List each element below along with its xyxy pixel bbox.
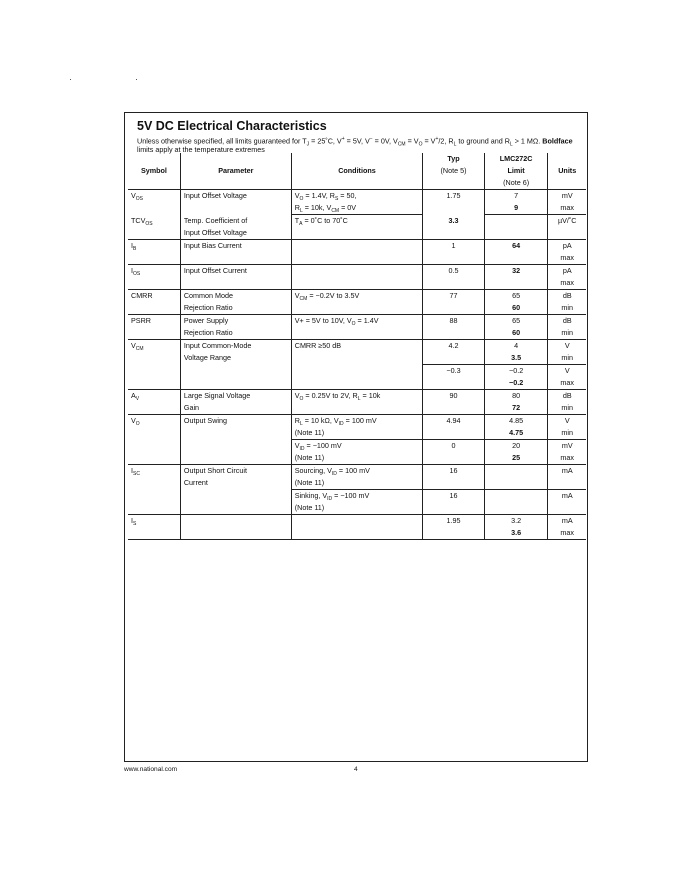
section-title: 5V DC Electrical Characteristics <box>137 119 327 133</box>
table-row: Voltage Range 3.5 min <box>128 352 586 365</box>
table-row: Rejection Ratio 60 min <box>128 327 586 340</box>
table-row: −0.3 −0.2 V <box>128 364 586 377</box>
table-row: Sinking, $V_{ID} = -100$ mV 16 mA <box>128 489 586 502</box>
table-row: $A_V$ Large Signal Voltage $V_O = 0.25V$ to 2V, $R_L = 10k$ 90 80 dB <box>128 389 586 402</box>
header-units: Units <box>558 166 577 175</box>
table-row: $TCV_{OS}$ Temp. Coefficient of $T_A$ = 0˚C to 70˚C 3.3 µV/˚C <box>128 215 586 227</box>
specs-table <box>128 153 586 540</box>
table-row: Input Offset Voltage <box>128 227 586 240</box>
table-row: $V_O$ Output Swing $R_L = 10$ kΩ, $V_{ID} = 100$ mV 4.94 4.85 V <box>128 414 586 427</box>
header-parameter: Parameter <box>180 165 291 177</box>
table-row: (Note 11) 25 max <box>128 452 586 465</box>
table-row: CMRR Common Mode $V_{CM} = -0.2V$ to 3.5V 77 65 dB <box>128 289 586 302</box>
table-row: max <box>128 252 586 265</box>
table-row: $V_{OS}$ Input Offset Voltage $V_O = 1.4V$, $R_S = 50$, 1.75 7 mV <box>128 190 586 203</box>
table-row: $I_B$ Input Bias Current 1 64 pA <box>128 239 586 252</box>
table-row: $I_{OS}$ Input Offset Current 0.5 32 pA <box>128 264 586 277</box>
table-row: −0.2 max <box>128 377 586 390</box>
header-row: Symbol Parameter Conditions (Note 5) Limit Units <box>128 165 586 177</box>
characteristics-panel <box>124 112 588 762</box>
table-row: $V_{CM}$ Input Common-Mode CMRR ≥50 dB 4.2 4 V <box>128 339 586 352</box>
page-number: 4 <box>354 766 358 773</box>
header-row: Typ LMC272C <box>128 153 586 165</box>
table-row: Gain 72 min <box>128 402 586 415</box>
header-row: (Note 6) <box>128 177 586 190</box>
table-row: $I_S$ 1.95 3.2 mA <box>128 514 586 527</box>
conditions-note: Unless otherwise specified, all limits guaranteed for $T_J$ = 25˚C, V+ = 5V, V− = 0V, $V_{CM} = V_O = V^+/2$, $R_L$ to ground and $R_L > 1$ MΩ. Boldface limits apply at the temperature extremes <box>137 136 573 154</box>
table-row: $V_{ID} = -100$ mV 0 20 mV <box>128 439 586 452</box>
scan-dot <box>136 79 137 80</box>
table-row: (Note 11) <box>128 502 586 515</box>
table-row: $R_L = 10k$, $V_{CM} = 0V$ 9 max <box>128 202 586 215</box>
header-conditions: Conditions <box>291 165 422 177</box>
table-row: max <box>128 277 586 290</box>
scan-dot <box>70 79 71 80</box>
table-row: $I_{SC}$ Output Short Circuit Sourcing, $V_{ID} = 100$ mV 16 mA <box>128 464 586 477</box>
table-row: (Note 11) 4.75 min <box>128 427 586 440</box>
footer-website: www.national.com <box>124 766 178 773</box>
table-row: Rejection Ratio 60 min <box>128 302 586 315</box>
table-row: PSRR Power Supply V+ = 5V to 10V, $V_O = 1.4V$ 88 65 dB <box>128 314 586 327</box>
table-row: 3.6 max <box>128 527 586 540</box>
header-symbol: Symbol <box>128 165 180 177</box>
table-row: Current (Note 11) <box>128 477 586 490</box>
